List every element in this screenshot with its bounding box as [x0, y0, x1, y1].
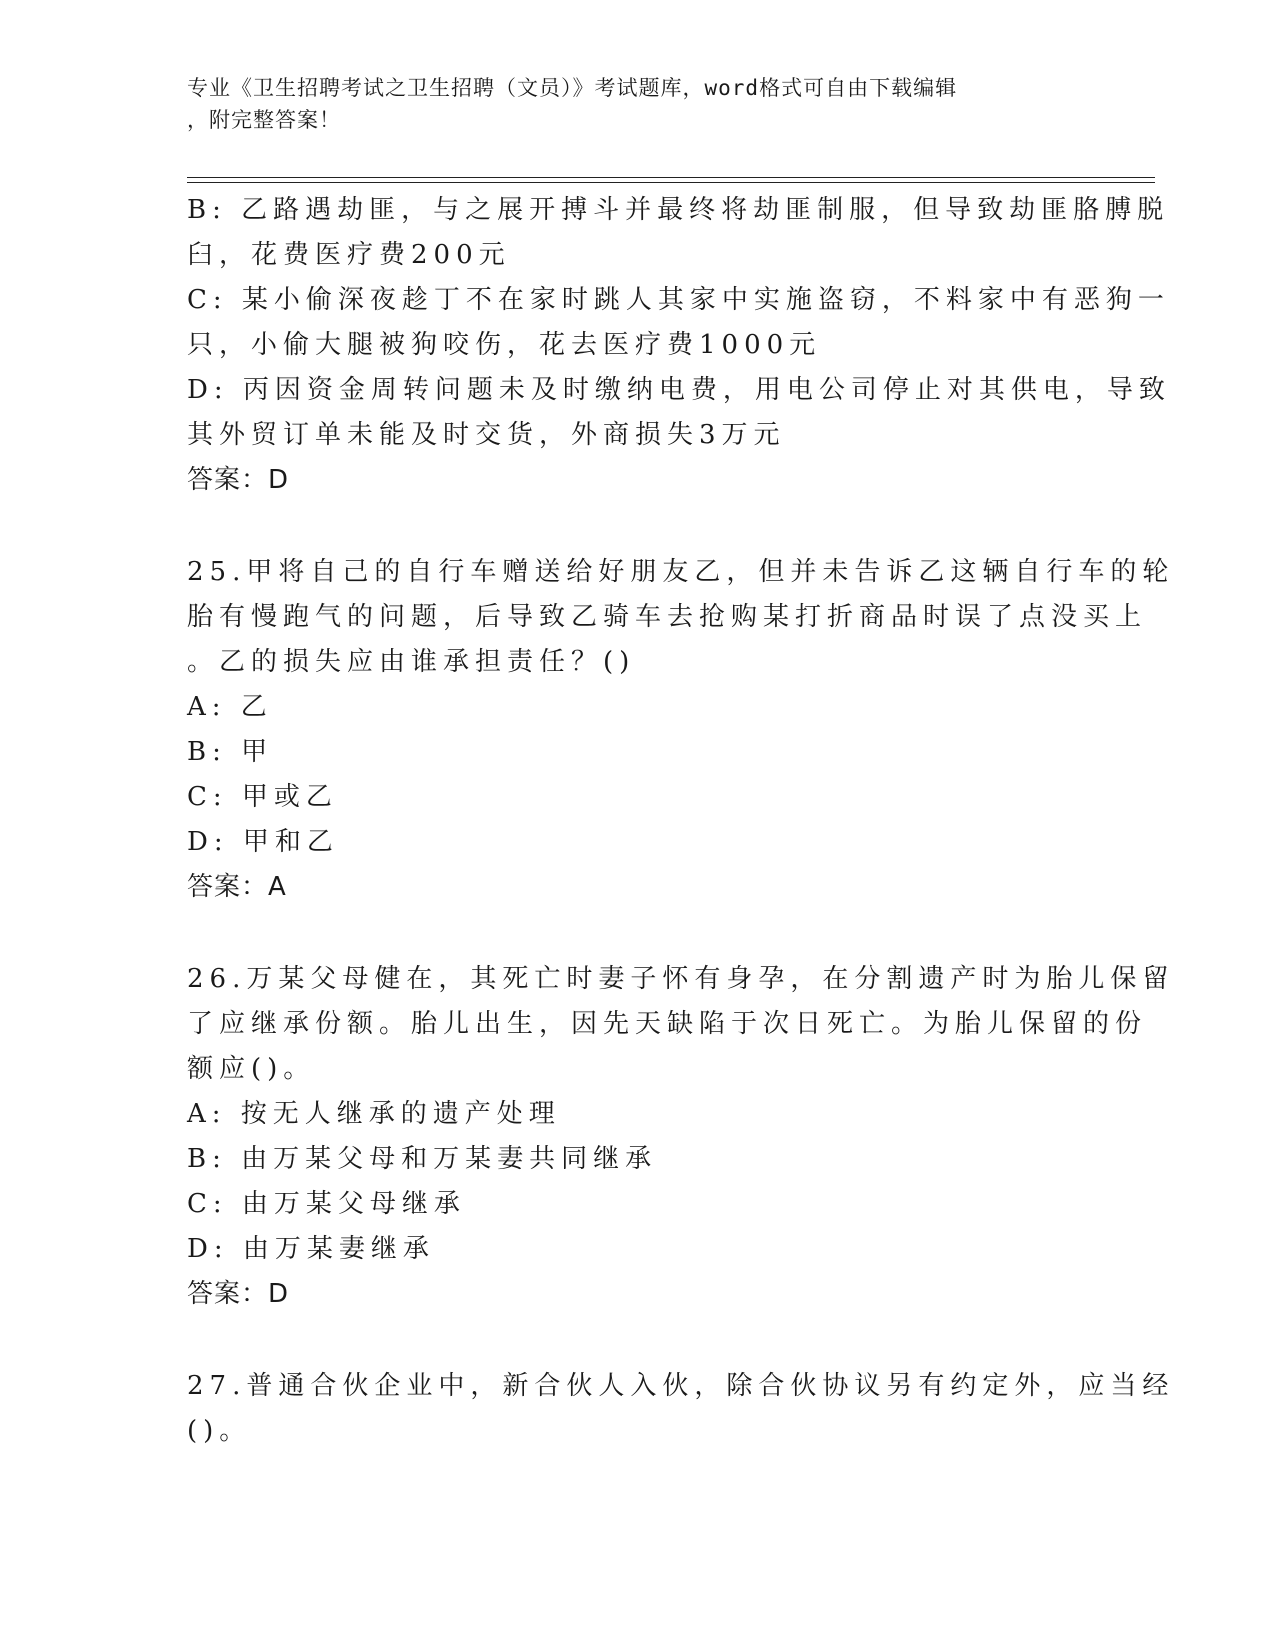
option-a: A: 乙 [187, 692, 273, 722]
option-a: A: 按无人继承的遗产处理 [187, 1099, 561, 1129]
question-stem-cont: 额应()。 [187, 1054, 316, 1084]
option-d: D: 丙因资金周转问题未及时缴纳电费，用电公司停止对其供电，导致 [187, 375, 1171, 405]
answer: 答案：D [187, 1279, 290, 1309]
option-c-cont: 只，小偷大腿被狗咬伤，花去医疗费1000元 [187, 330, 822, 360]
answer: 答案：D [187, 465, 290, 495]
option-b: B: 甲 [187, 737, 274, 767]
option-c: C: 由万某父母继承 [187, 1189, 466, 1219]
question-stem-cont: ()。 [187, 1416, 252, 1446]
option-b-cont: 臼，花费医疗费200元 [187, 240, 511, 270]
question-25 [187, 550, 1175, 910]
option-c: C: 某小偷深夜趁丁不在家时跳人其家中实施盗窃，不料家中有恶狗一 [187, 285, 1170, 315]
header-line-1: 专业《卫生招聘考试之卫生招聘（文员）》考试题库，word格式可自由下载编辑 [187, 76, 958, 100]
question-27 [187, 1364, 1175, 1454]
question-stem-cont: 。乙的损失应由谁承担责任？() [187, 647, 636, 677]
option-d-cont: 其外贸订单未能及时交货，外商损失3万元 [187, 420, 786, 450]
option-b: B: 由万某父母和万某妻共同继承 [187, 1144, 658, 1174]
answer: 答案：A [187, 872, 287, 902]
question-stem: 26.万某父母健在，其死亡时妻子怀有身孕，在分割遗产时为胎儿保留 [187, 964, 1175, 994]
question-stem-cont: 胎有慢跑气的问题，后导致乙骑车去抢购某打折商品时误了点没买上 [187, 602, 1148, 632]
header-rule-bottom [187, 182, 1155, 183]
question-26 [187, 957, 1175, 1317]
option-b: B: 乙路遇劫匪，与之展开搏斗并最终将劫匪制服，但导致劫匪胳膊脱 [187, 195, 1170, 225]
document-header [187, 72, 1087, 136]
question-stem-cont: 了应继承份额。胎儿出生，因先天缺陷于次日死亡。为胎儿保留的份 [187, 1009, 1148, 1039]
question-24-tail [187, 188, 1171, 503]
option-d: D: 由万某妻继承 [187, 1234, 435, 1264]
question-stem: 27.普通合伙企业中，新合伙人入伙，除合伙协议另有约定外，应当经 [187, 1371, 1175, 1401]
option-c: C: 甲或乙 [187, 782, 338, 812]
header-rule-top [187, 177, 1155, 178]
document-body [187, 188, 1175, 1454]
option-d: D: 甲和乙 [187, 827, 339, 857]
header-line-2: ，附完整答案！ [187, 108, 341, 132]
question-stem: 25.甲将自己的自行车赠送给好朋友乙，但并未告诉乙这辆自行车的轮 [187, 557, 1175, 587]
